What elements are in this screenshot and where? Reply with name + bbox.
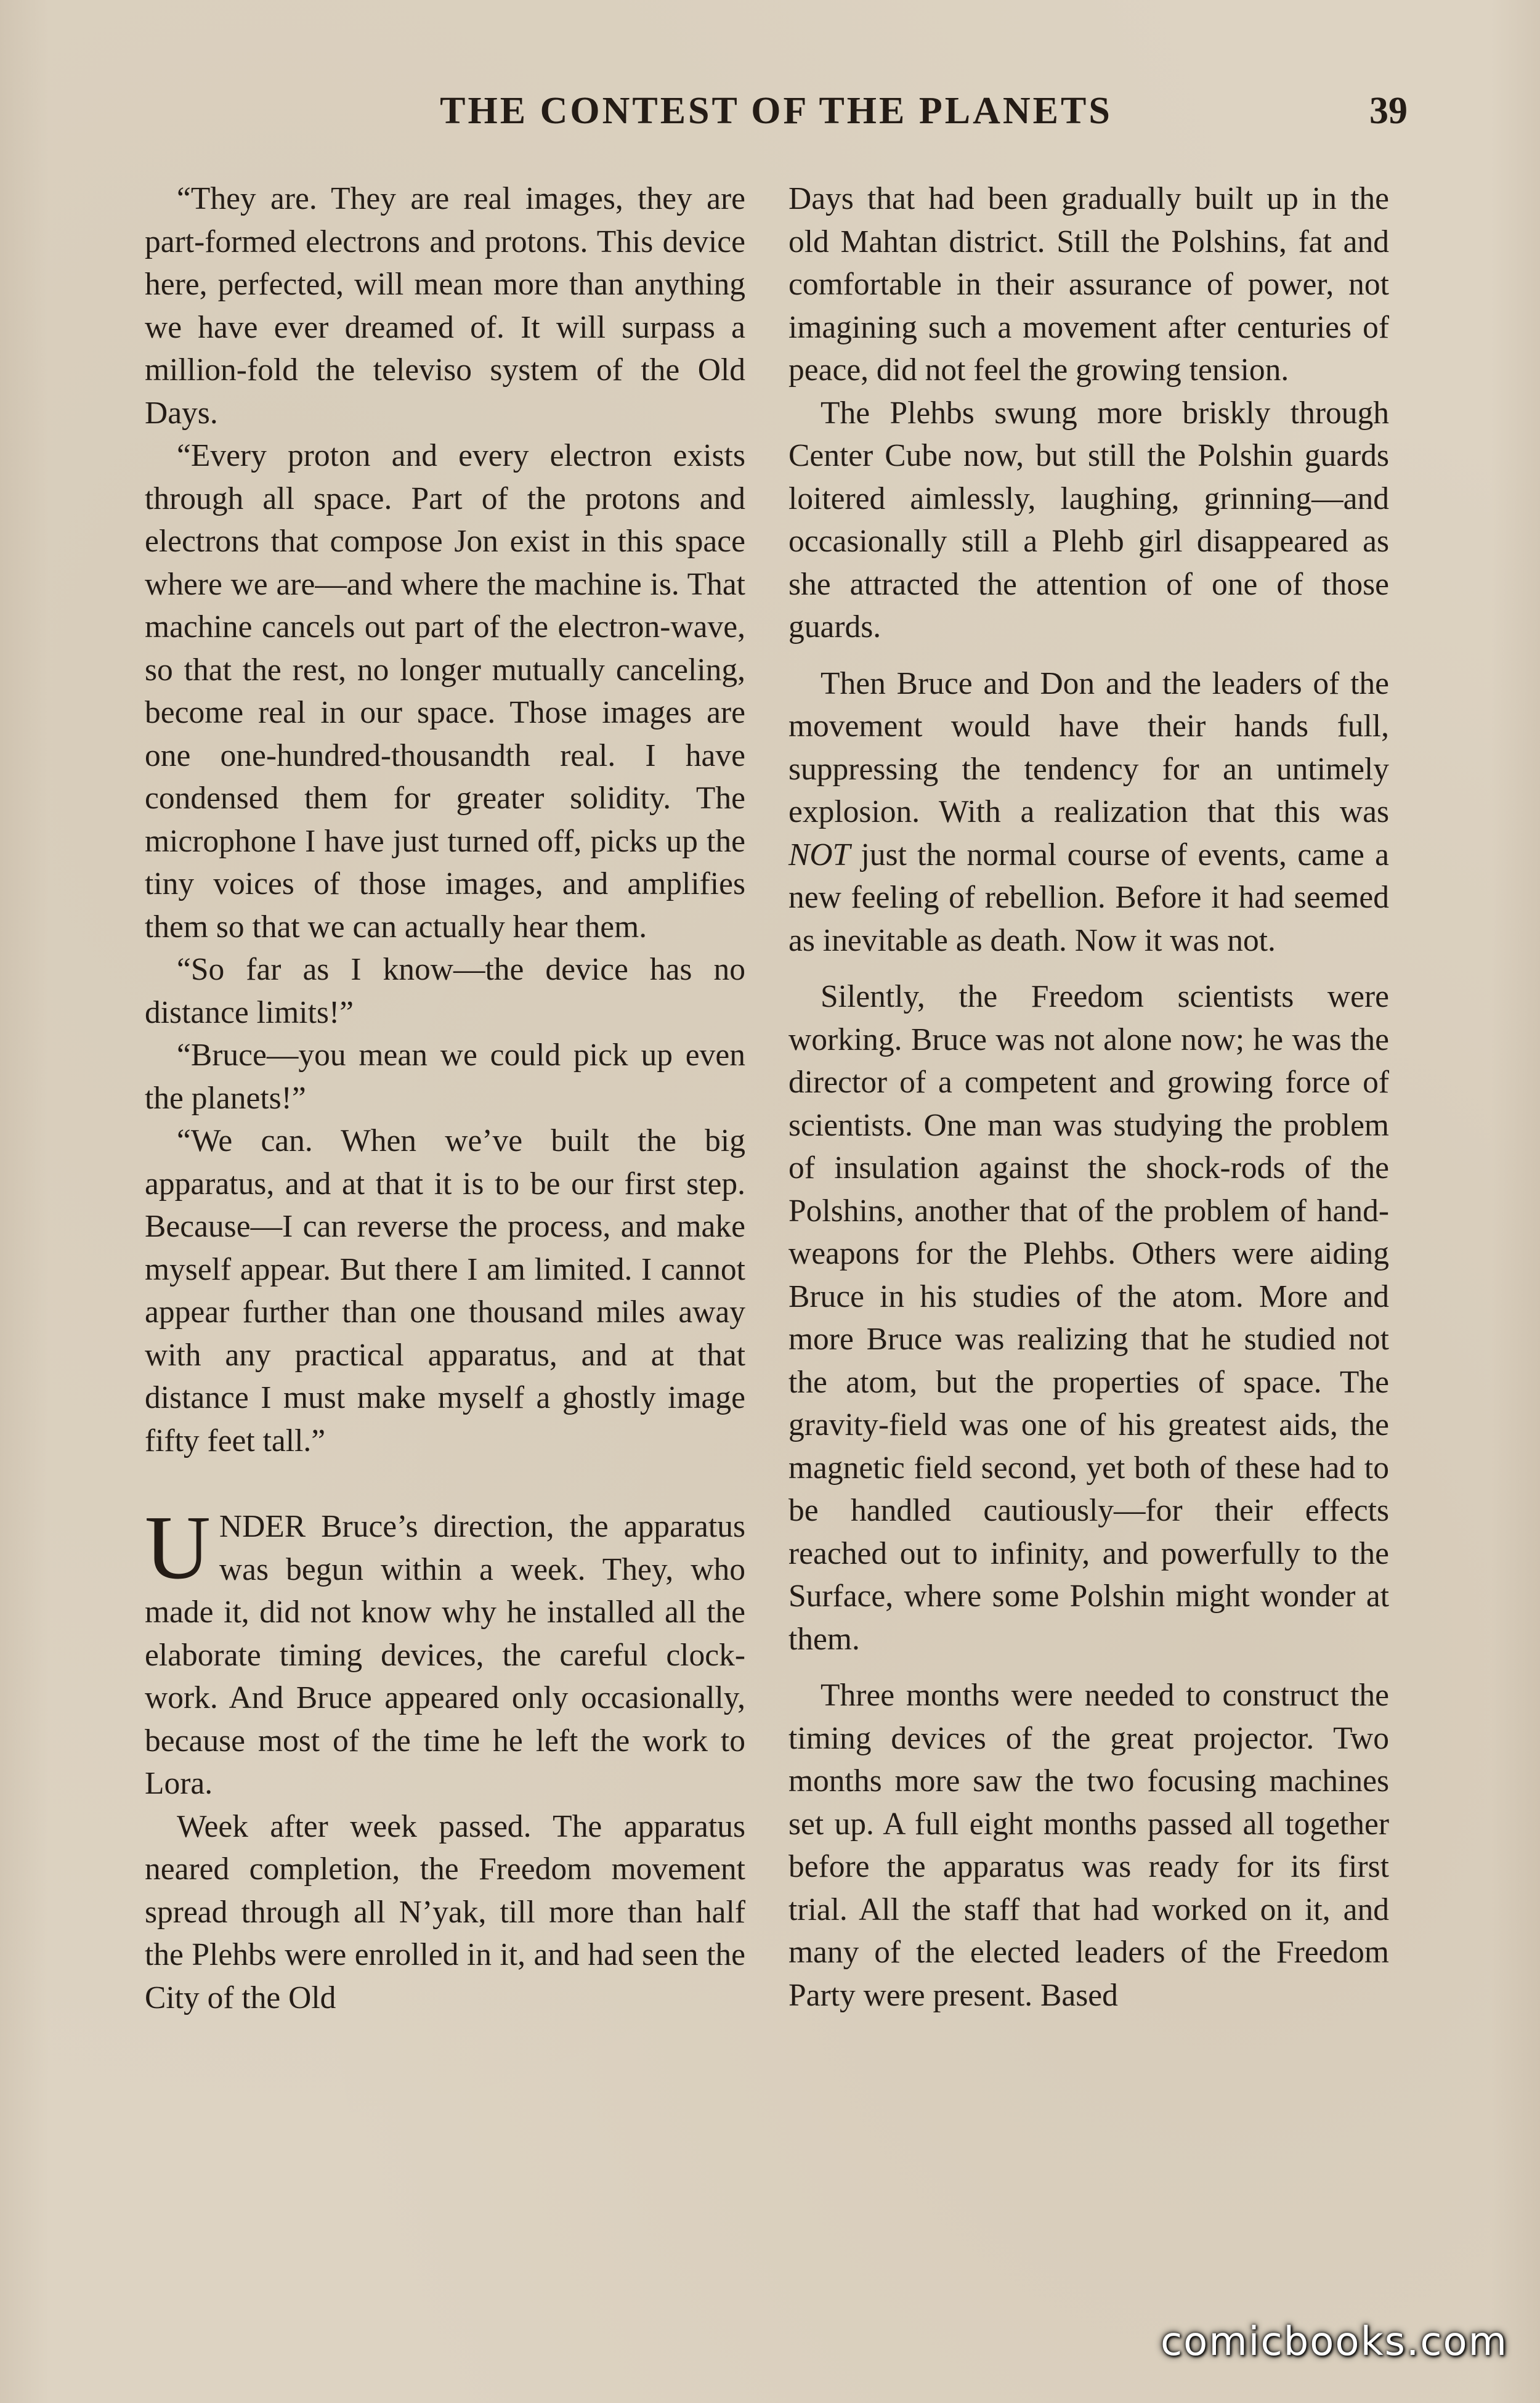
paragraph: Three months were needed to construct the timing devices of the great projector. Two months more saw the two focusing machines set up. A full eight months passed all together before the apparatus was ready for its first trial. All the staff that had worked on it, and many of the elected leaders of the Freedom Party were present. Based xyxy=(788,1678,1389,2013)
paragraph: Silently, the Freedom scientists were working. Bruce was not alone now; he was the director of a competent and growing force of scientists. One man was studying the problem of insulation against the shock-rods of the Polshins, another that of the problem of hand-weapons for the Plehbs. Others were aiding Bruce in his studies of the atom. More and more Bruce was realizing that he studied not the atom, but the properties of space. The gravity-field was one of his greatest aids, the magnetic field second, yet both of these had to be handled cautiously—for their effects reached out to infinity, and powerfully to the Surface, where some Polshin might wonder at them. xyxy=(788,979,1389,1657)
page-number: 39 xyxy=(1369,90,1408,132)
continued-paragraph: Days that had been gradually built up in the old Mahtan district. Still the Polshins, fat and comfortable in their assurance of power, not imagining such a movement after centuries of peace, did not feel the growing tension. xyxy=(788,181,1389,388)
left-column xyxy=(145,177,745,2019)
right-column xyxy=(788,177,1389,2017)
paragraph: “Bruce—you mean we could pick up even the planets!” xyxy=(145,1038,745,1116)
watermark: comicbooks.com xyxy=(1160,2319,1508,2365)
paragraph: The Plehbs swung more briskly through Center Cube now, but still the Polshin guards loitered aimlessly, laughing, grinning—and occasionally still a Plehb girl disappeared as she attracted the attention of one of those guards. xyxy=(788,395,1389,644)
paragraph: “So far as I know—the device has no distance limits!” xyxy=(145,952,745,1030)
paragraph-text: Then Bruce and Don and the leaders of the movement would have their hands full, suppressing the tendency for an untimely explosion. With a realization that this was xyxy=(788,665,1389,829)
page-header xyxy=(145,83,1408,139)
emphasis-word: NOT xyxy=(788,837,851,872)
drop-cap: U xyxy=(145,1497,211,1598)
section-opening-text: NDER Bruce’s direction, the apparatus was begun within a week. They, who made it, did not know why he installed all the elaborate timing devices, the careful clock-work. And Bruce appeared only occasionally, because most of the time he left the work to Lora. xyxy=(145,1509,745,1801)
paragraph: “We can. When we’ve built the big apparatus, and at that it is to be our first step. Because—I can reverse the process, and make myself appear. But there I am limited. I cannot appear further than one thousand miles away with any practical apparatus, and at that distance I must make myself a ghostly image fifty feet tall.” xyxy=(145,1123,745,1458)
paragraph: Week after week passed. The apparatus neared completion, the Freedom movement spread through all N’yak, till more than half the Plehbs were enrolled in it, and had seen the City of the Old xyxy=(145,1808,745,2015)
section-opening-paragraph xyxy=(145,1497,745,1805)
paragraph: “They are. They are real images, they are part-formed electrons and protons. This device here, perfected, will mean more than anything we have ever dreamed of. It will surpass a million-fold the televiso system of the Old Days. xyxy=(145,181,745,431)
paragraph-text: just the normal course of events, came a new feeling of rebellion. Before it had seemed as inevitable as death. Now it was not. xyxy=(788,837,1389,958)
running-title: THE CONTEST OF THE PLANETS xyxy=(440,90,1112,132)
paragraph xyxy=(788,662,1389,962)
paragraph: “Every proton and every electron exists through all space. Part of the protons and electrons that compose Jon exist in this space where we are—and where the machine is. That machine cancels out part of the electron-wave, so that the rest, no longer mutually canceling, become real in our space. Those images are one one-hundred-thousandth real. I have condensed them for greater solidity. The microphone I have just turned off, picks up the tiny voices of those images, and amplifies them so that we can actually hear them. xyxy=(145,438,745,945)
